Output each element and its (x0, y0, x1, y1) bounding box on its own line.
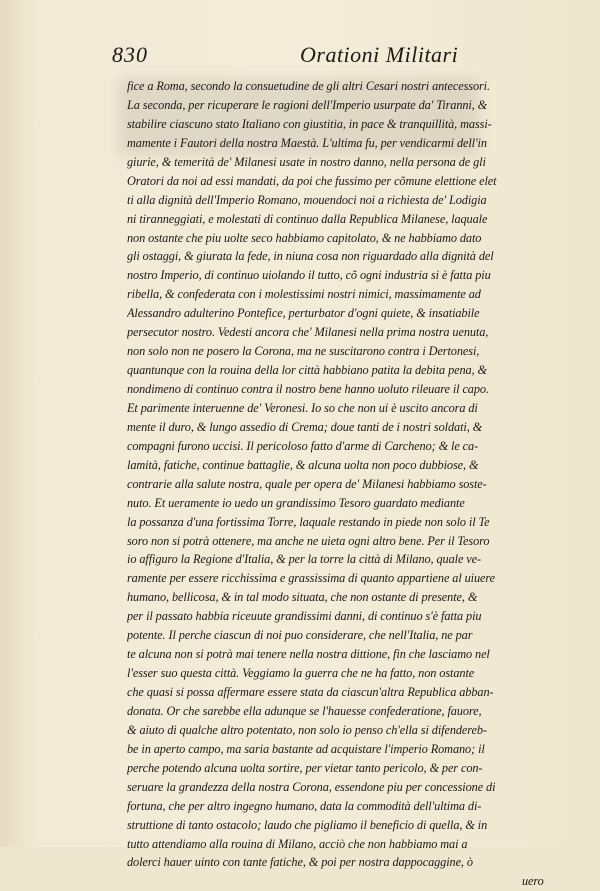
text-line: te alcuna non si potrà mai tenere nella nostra dittione, fin che lasciamo nel (127, 647, 490, 662)
text-line: tutto attendiamo alla rouina di Milano, acciò che non habbiamo mai a (127, 836, 468, 851)
page-header (112, 42, 512, 70)
text-line: giurie, & temerità de' Milanesi usate in nostro danno, nella persona de gli (127, 154, 486, 169)
text-line: la possanza d'una fortissima Torre, laquale restando in piede non solo il Te (127, 514, 490, 529)
text-line: struttione di tanto ostacolo; laudo che pigliamo il beneficio di quella, & in (127, 817, 488, 832)
page-number: 830 (112, 42, 148, 67)
text-line: Oratori da noi ad essi mandati, da poi che fussimo per cõmune elettione elet (127, 173, 497, 188)
text-line: ribella, & confederata con i molestissimi nostri nimici, massimamente ad (127, 287, 481, 302)
text-line: ti alla dignità dell'Imperio Romano, mouendoci noi a richiesta de' Lodigia (127, 192, 487, 207)
text-line: fortuna, che per altro ingegno humano, data la commodità dell'ultima di- (127, 798, 482, 813)
text-line: Et parimente interuenne de' Veronesi. Io so che non ui è uscito ancora di (127, 400, 478, 415)
text-line: quantunque con la rouina della lor città habbiano patita la debita pena, & (127, 363, 487, 378)
text-line: perche potendo alcuna uolta sortire, per vietar tanto pericolo, & per con- (127, 760, 483, 775)
text-line: che quasi si possa affermare essere stata da ciascun'altra Republica abban- (127, 685, 494, 699)
text-line: stabilire ciascuno stato Italiano con giustitia, in pace & tranquillità, massi- (127, 116, 492, 131)
text-line: ramente per essere ricchissima e grassissima di quanto appartiene al uiuere (127, 571, 495, 586)
text-line: contrarie alla salute nostra, quale per opera de' Milanesi habbiamo soste- (127, 476, 487, 491)
text-line: gli ostaggi, & giurata la fede, in niuna cosa non riguardado alla dignità del (127, 249, 494, 264)
text-line: non solo non ne posero la Corona, ma ne suscitarono contra i Dertonesi, (127, 344, 480, 359)
text-line: ni tiranneggiati, e molestati di continuo dalla Republica Milanese, laquale (127, 211, 488, 226)
text-line: persecutor nostro. Vedesti ancora che' Milanesi nella prima nostra uenuta, (127, 325, 489, 340)
text-line: Alessandro adulterino Pontefice, perturbator d'ogni quiete, & insatiabile (127, 306, 480, 321)
text-line: be in aperto campo, ma saria bastante ad acquistare l'imperio Romano; il (127, 741, 485, 756)
text-line: La seconda, per ricuperare le ragioni dell'Imperio usurpate da' Tiranni, & (127, 97, 488, 112)
text-line: non ostante che piu uolte seco habbiamo capitolato, & ne habbiamo dato (127, 230, 482, 245)
text-line: nondimeno di continuo contra il nostro bene hanno uoluto rileuare il capo. (127, 382, 489, 396)
text-line: lamità, fatiche, continue battaglie, & alcuna uolta non poco dubbiose, & (127, 457, 479, 472)
text-line: humano, bellicosa, & in tal modo situata, che non ostante di presente, & (127, 590, 478, 605)
catchword: uero (522, 874, 544, 889)
text-line: compagni furono uccisi. Il pericoloso fatto d'arme di Carcheno; & le ca- (127, 438, 479, 453)
text-line: donata. Or che sarebbe ella adunque se l'hauesse confederatione, fauore, (127, 703, 482, 718)
text-line: potente. Il perche ciascun di noi puo considerare, che nell'Italia, ne par (127, 628, 473, 643)
text-line: & aiuto di qualche altro potentato, non solo io penso ch'ella si difendereb- (127, 722, 487, 737)
text-line: l'esser suo questa città. Veggiamo la guerra che ne ha fatto, non ostante (127, 666, 475, 681)
text-line: fice a Roma, secondo la consuetudine de gli altri Cesari nostri antecessori. (127, 79, 490, 93)
text-line: nostro Imperio, di continuo uiolando il tutto, cõ ogni industria si è fatta piu (127, 268, 491, 283)
text-line: mente il duro, & lungo assedio di Crema; doue tanti de i nostri soldati, & (127, 419, 483, 434)
text-line: soro non si potrà ottenere, ma anche ne uieta ogni altro bene. Per il Tesoro (127, 533, 490, 548)
text-line: seruare la grandezza della nostra Corona, essendone piu per concessione di (127, 779, 496, 794)
text-line: dolerci hauer uinto con tante fatiche, & poi per nostra dappocaggine, ò (127, 855, 473, 870)
body-text (127, 77, 547, 891)
text-line: io affiguro la Regione d'Italia, & per la torre la città di Milano, quale ve- (127, 552, 481, 567)
text-line: nuto. Et ueramente io uedo un grandissimo Tesoro guardato mediante (127, 495, 465, 510)
text-line: per il passato habbia riceuute grandissimi danni, di continuo s'è fatta piu (127, 609, 482, 624)
running-title: Orationi Militari (300, 42, 459, 67)
text-line: mamente i Fautori della nostra Maestà. L'ultima fu, per vendicarmi dell'in (127, 135, 487, 150)
